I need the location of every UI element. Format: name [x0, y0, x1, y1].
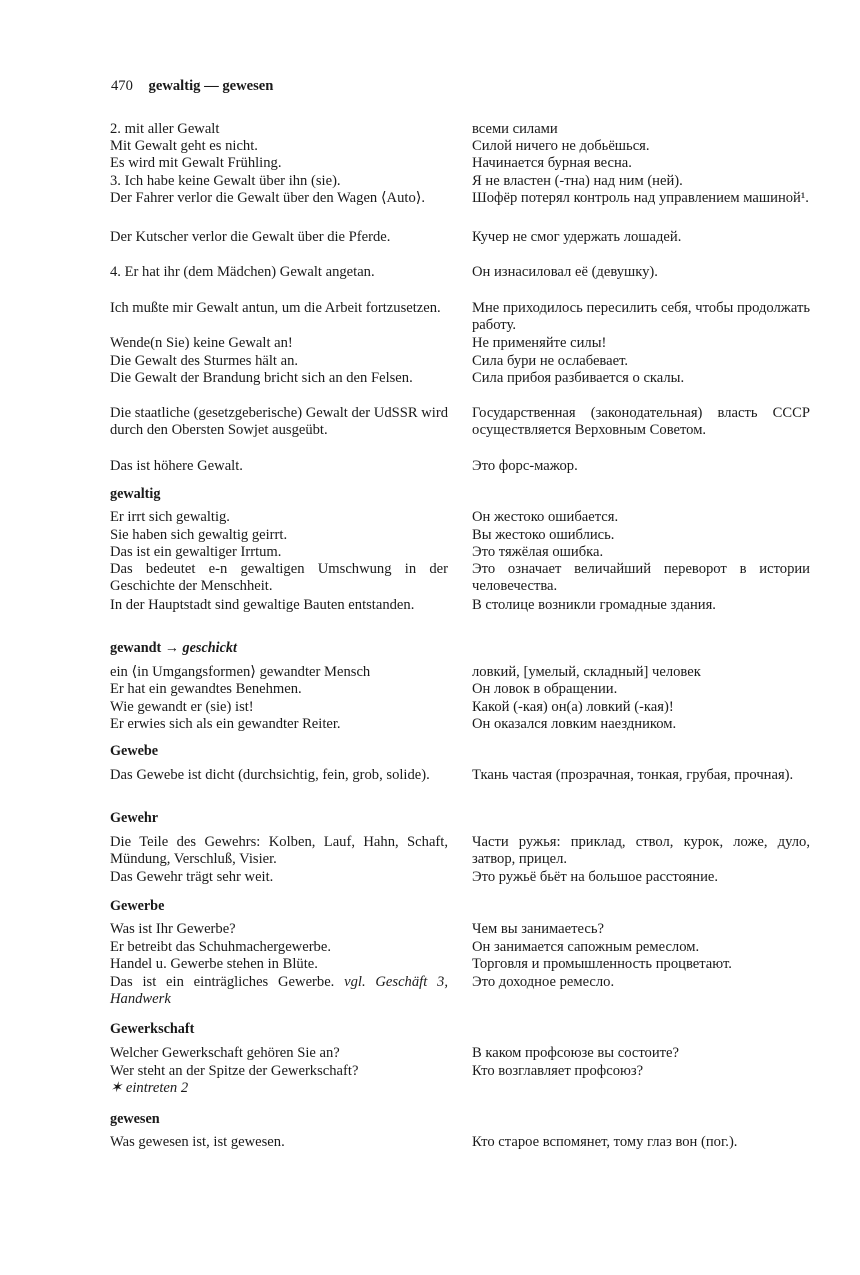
ru-text: Кучер не смог удержать лошадей.: [472, 229, 682, 245]
de-text: Wie gewandt er (sie) ist!: [110, 699, 254, 715]
ru-text: Он изнасиловал её (девушку).: [472, 264, 658, 280]
de-text: Ich mußte mir Gewalt antun, um die Arbeit fortzusetzen.: [110, 300, 441, 316]
de-text: Das bedeutet e-n gewaltigen Umschwung in der Geschichte der Menschheit.: [110, 561, 448, 595]
ru-text: Сила прибоя разбивается о скалы.: [472, 370, 685, 386]
headword-gewehr: Gewehr: [110, 810, 159, 826]
de-text: 4. Er hat ihr (dem Mädchen) Gewalt angetan.: [110, 264, 375, 280]
headword-gewaltig: gewaltig: [110, 486, 161, 502]
headword-gewerbe: Gewerbe: [110, 898, 165, 914]
ru-text: Кто возглавляет профсоюз?: [472, 1063, 644, 1079]
de-text: Er betreibt das Schuhmachergewerbe.: [110, 939, 331, 955]
ru-text: Силой ничего не добьёшься.: [472, 138, 650, 154]
de-text: Das ist höhere Gewalt.: [110, 458, 243, 474]
ru-text: Шофёр потерял контроль над управлением машиной¹.: [472, 190, 809, 206]
ru-text: Это доходное ремесло.: [472, 974, 615, 990]
ru-text: Это форс-мажор.: [472, 458, 578, 474]
ru-text: Вы жестоко ошиблись.: [472, 527, 615, 543]
de-text: Die Teile des Gewehrs: Kolben, Lauf, Hahn, Schaft, Mündung, Verschluß, Visier.: [110, 834, 448, 868]
de-text: Der Fahrer verlor die Gewalt über den Wagen ⟨Auto⟩.: [110, 190, 426, 206]
de-text: [110, 974, 448, 1008]
ru-text: Он оказался ловким наездником.: [472, 716, 677, 732]
ru-text: Это означает величайший переворот в истории человечества.: [472, 561, 810, 595]
ru-text: Он жестоко ошибается.: [472, 509, 619, 525]
headword-gewerkschaft: Gewerkschaft: [110, 1021, 195, 1037]
de-text: 3. Ich habe keine Gewalt über ihn (sie).: [110, 173, 341, 189]
de-text: Es wird mit Gewalt Frühling.: [110, 155, 282, 171]
de-text: Die staatliche (gesetzgeberische) Gewalt der UdSSR wird durch den Obersten Sowjet ausgeübt.: [110, 405, 448, 439]
ru-text: В столице возникли громадные здания.: [472, 597, 716, 613]
de-text: Er irrt sich gewaltig.: [110, 509, 230, 525]
ru-text: Он занимается сапожным ремеслом.: [472, 939, 700, 955]
page-title: gewaltig — gewesen: [148, 78, 274, 94]
headword-gewandt: [110, 640, 237, 657]
ru-text: Государственная (законодательная) власть СССР осуществляется Верховным Советом.: [472, 405, 810, 439]
de-text: 2. mit aller Gewalt: [110, 121, 220, 137]
page-header: [111, 78, 273, 95]
ru-text: Какой (-кая) он(а) ловкий (-кая)!: [472, 699, 674, 715]
headword-gewesen: gewesen: [110, 1111, 160, 1127]
de-text: Was ist Ihr Gewerbe?: [110, 921, 236, 937]
ru-text: В каком профсоюзе вы состоите?: [472, 1045, 679, 1061]
de-text: Das ist ein gewaltiger Irrtum.: [110, 544, 282, 560]
de-text: Mit Gewalt geht es nicht.: [110, 138, 258, 154]
de-sentence: Das ist ein einträgliches Gewerbe.: [110, 974, 335, 990]
de-text: Die Gewalt des Sturmes hält an.: [110, 353, 299, 369]
see-also: ✶ eintreten 2: [110, 1080, 189, 1096]
cross-reference: vgl. Geschäft 3, Handwerk: [110, 974, 448, 1008]
de-text: Der Kutscher verlor die Gewalt über die Pferde.: [110, 229, 391, 245]
ru-text: Это ружьё бьёт на большое расстояние.: [472, 869, 719, 885]
de-text: Die Gewalt der Brandung bricht sich an den Felsen.: [110, 370, 413, 386]
de-text: Welcher Gewerkschaft gehören Sie an?: [110, 1045, 340, 1061]
ru-text: Кто старое вспомянет, тому глаз вон (пог.).: [472, 1134, 738, 1150]
ru-text: Это тяжёлая ошибка.: [472, 544, 604, 560]
ru-text: Начинается бурная весна.: [472, 155, 632, 171]
cross-reference: geschickt: [182, 640, 237, 656]
ru-text: Чем вы занимаетесь?: [472, 921, 604, 937]
ru-text: Сила бури не ослабевает.: [472, 353, 628, 369]
ru-text: Части ружья: приклад, ствол, курок, ложе, дуло, затвор, прицел.: [472, 834, 810, 868]
de-text: Er erwies sich als ein gewandter Reiter.: [110, 716, 341, 732]
de-text: Sie haben sich gewaltig geirrt.: [110, 527, 288, 543]
ru-text: всеми силами: [472, 121, 558, 137]
de-text: Wende(n Sie) keine Gewalt an!: [110, 335, 293, 351]
ru-text: Не применяйте силы!: [472, 335, 607, 351]
ru-text: Ткань частая (прозрачная, тонкая, грубая, прочная).: [472, 767, 794, 783]
page-number: 470: [111, 78, 133, 94]
ru-text: Я не властен (-тна) над ним (ней).: [472, 173, 683, 189]
headword-gewebe: Gewebe: [110, 743, 159, 759]
de-text: ein ⟨in Umgangsformen⟩ gewandter Mensch: [110, 664, 371, 680]
ru-text: Он ловок в обращении.: [472, 681, 618, 697]
de-text: Das Gewehr trägt sehr weit.: [110, 869, 274, 885]
de-text: Was gewesen ist, ist gewesen.: [110, 1134, 285, 1150]
ru-text: Мне приходилось пересилить себя, чтобы продолжать работу.: [472, 300, 810, 334]
de-text: Das Gewebe ist dicht (durchsichtig, fein, grob, solide).: [110, 767, 430, 783]
de-text: Handel u. Gewerbe stehen in Blüte.: [110, 956, 318, 972]
de-text: Er hat ein gewandtes Benehmen.: [110, 681, 302, 697]
arrow-icon: →: [164, 640, 179, 656]
de-text: In der Hauptstadt sind gewaltige Bauten entstanden.: [110, 597, 415, 613]
de-text: Wer steht an der Spitze der Gewerkschaft?: [110, 1063, 359, 1079]
headword-text: gewandt: [110, 640, 162, 656]
ru-text: ловкий, [умелый, складный] человек: [472, 664, 701, 680]
ru-text: Торговля и промышленность процветают.: [472, 956, 732, 972]
